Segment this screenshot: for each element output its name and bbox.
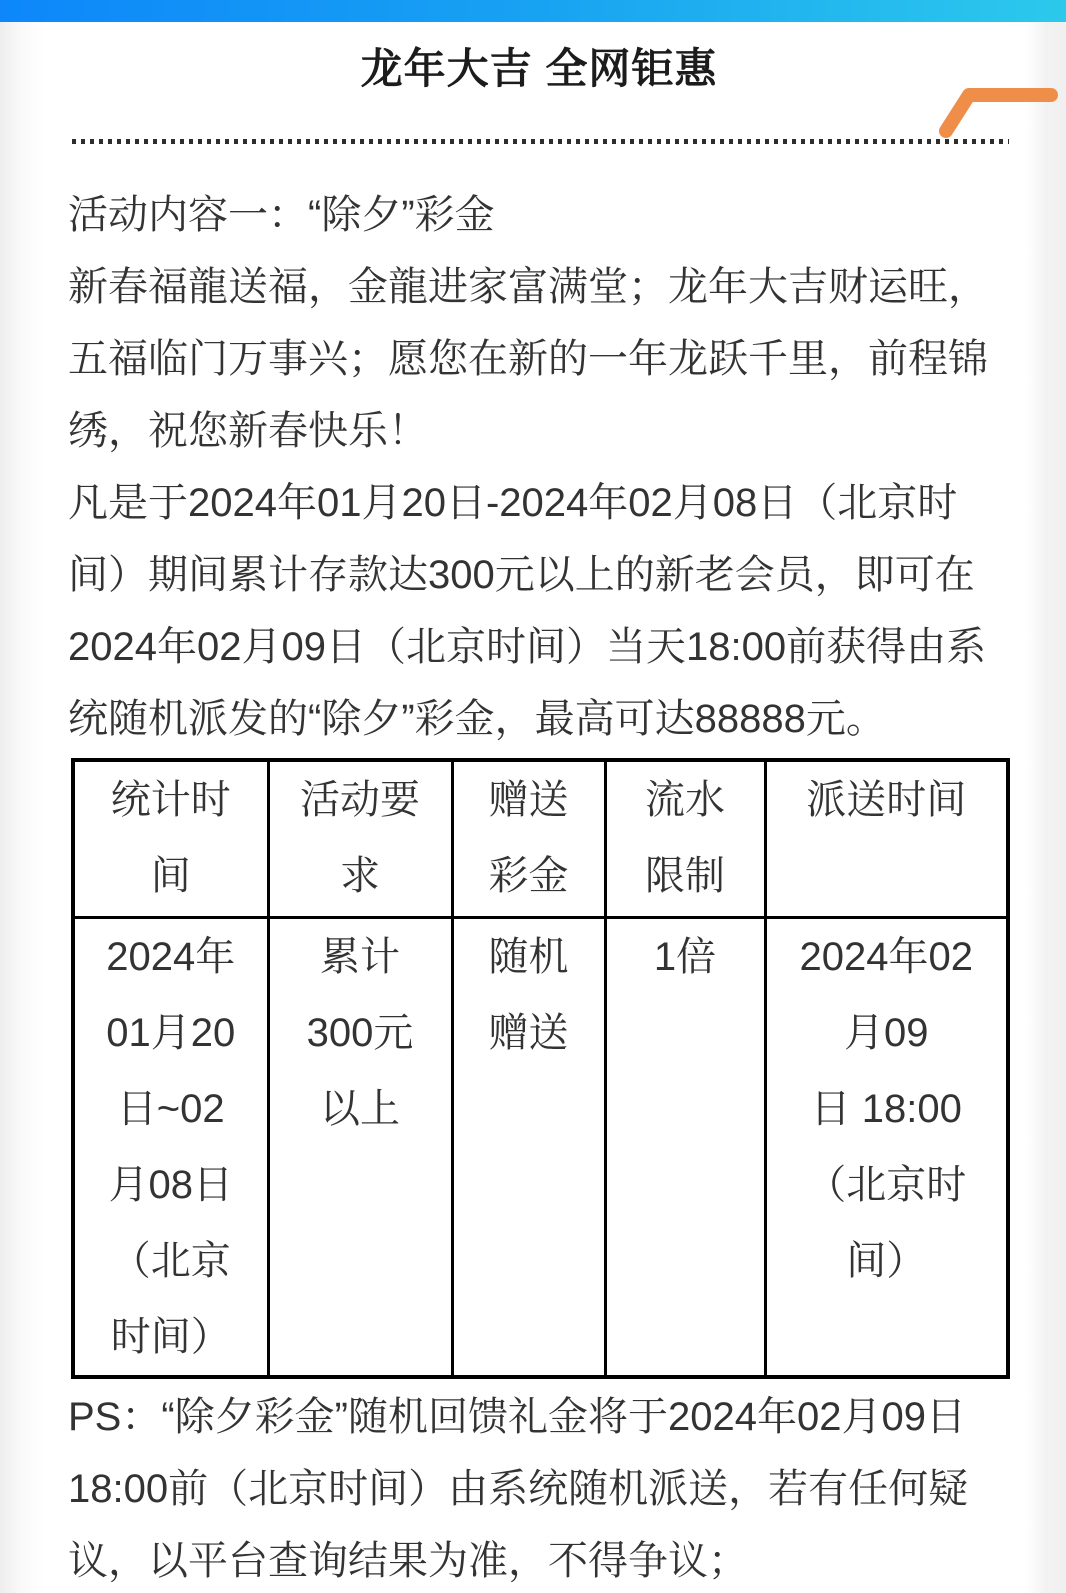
cell-stat-time: 2024年 01月20 日~02 月08日 （北京 时间）	[73, 917, 268, 1377]
dotted-divider	[72, 139, 1009, 144]
corner-bracket-icon	[925, 70, 1060, 142]
header-bonus: 赠送 彩金	[452, 760, 605, 917]
cell-bonus: 随机 赠送	[452, 917, 605, 1377]
cell-turnover-limit: 1倍	[605, 917, 765, 1377]
promo-table	[71, 758, 1010, 1379]
ps-note: PS：“除夕彩金”随机回馈礼金将于2024年02月09日 18:00前（北京时间）由系统随机派送，若有任何疑 议，以平台查询结果为准，不得争议；	[68, 1394, 969, 1583]
promo-text: 活动内容一：“除夕”彩金 新春福龍送福，金龍进家富满堂；龙年大吉财运旺， 五福临门万事兴；愿您在新的一年龙跃千里，前程锦 绣，祝您新春快乐！ 凡是于2024年01月20日-2024年02月08日（北京时 间）期间累计存款达300元以上的新老会员，即可在 2024年02月09日（北京时间）当天18:00前获得由系 统随机派发的“除夕”彩金，最高可达88888元。	[68, 193, 988, 741]
header-activity-req: 活动要 求	[268, 760, 452, 917]
header-stat-time: 统计时 间	[73, 760, 268, 917]
header-turnover-limit: 流水 限制	[605, 760, 765, 917]
top-gradient-bar	[0, 0, 1066, 22]
promo-content	[68, 22, 1010, 1593]
cell-activity-req: 累计 300元 以上	[268, 917, 452, 1377]
table-row	[73, 917, 1008, 1377]
table-header-row	[73, 760, 1008, 917]
header-delivery-time: 派送时间	[765, 760, 1008, 917]
cell-delivery-time: 2024年02 月09 日 18:00 （北京时 间）	[765, 917, 1008, 1377]
page-title: 龙年大吉 全网钜惠	[360, 45, 718, 92]
